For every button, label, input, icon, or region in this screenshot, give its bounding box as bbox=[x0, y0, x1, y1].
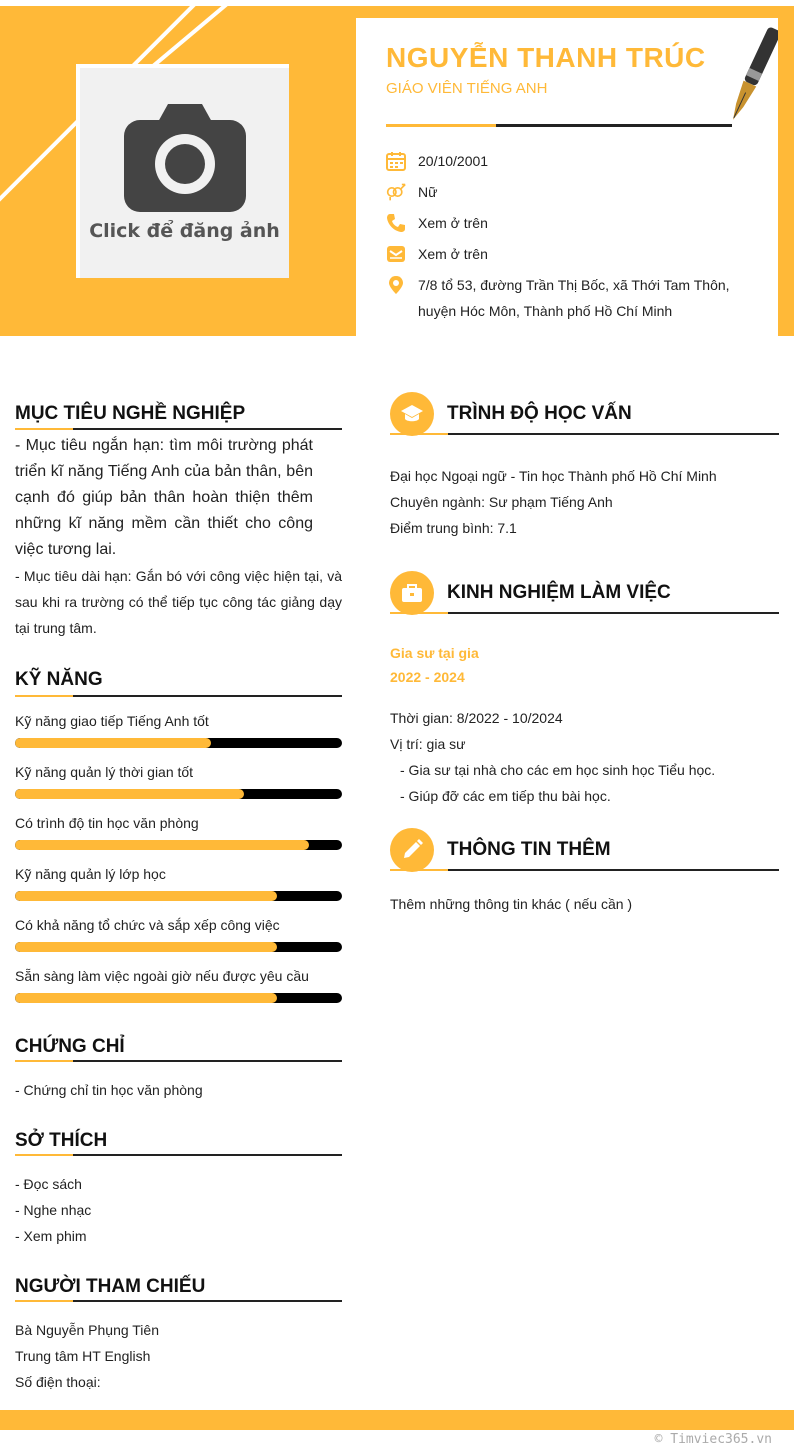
skill-label: Có khả năng tổ chức và sắp xếp công việc bbox=[15, 917, 280, 933]
skills-heading: KỸ NĂNG bbox=[15, 669, 103, 690]
reference-name: Bà Nguyễn Phụng Tiên bbox=[15, 1322, 159, 1338]
skill-bar-fill bbox=[15, 942, 277, 952]
hobbies-divider bbox=[15, 1154, 342, 1156]
personal-info-card bbox=[356, 18, 778, 338]
additional-text: Thêm những thông tin khác ( nếu cần ) bbox=[390, 896, 633, 912]
references-heading: NGƯỜI THAM CHIẾU bbox=[15, 1276, 206, 1297]
skill-label: Có trình độ tin học văn phòng bbox=[15, 815, 199, 831]
skill-bar-fill bbox=[15, 993, 277, 1003]
footer-bar bbox=[0, 1410, 794, 1430]
additional-badge bbox=[390, 828, 434, 872]
skill-bar bbox=[15, 789, 342, 799]
skill-label: Kỹ năng quản lý thời gian tốt bbox=[15, 764, 194, 780]
education-gpa: Điểm trung bình: 7.1 bbox=[390, 520, 517, 536]
address-row bbox=[386, 272, 730, 324]
skill-item bbox=[15, 864, 342, 884]
skill-bar-fill bbox=[15, 891, 277, 901]
fountain-pen-icon bbox=[726, 24, 778, 134]
additional-divider bbox=[390, 869, 779, 871]
skill-item bbox=[15, 966, 342, 986]
experience-details bbox=[390, 705, 715, 809]
photo-upload-label[interactable]: Click để đăng ảnh bbox=[89, 220, 280, 242]
skill-item bbox=[15, 762, 342, 782]
graduation-cap-icon bbox=[400, 402, 424, 426]
birthday-value: 20/10/2001 bbox=[418, 153, 489, 169]
briefcase-icon bbox=[400, 581, 424, 605]
education-badge bbox=[390, 392, 434, 436]
gender-icon bbox=[386, 182, 406, 202]
objective-heading: MỤC TIÊU NGHỀ NGHIỆP bbox=[15, 403, 246, 424]
skill-label: Sẵn sàng làm việc ngoài giờ nếu được yêu cầu bbox=[15, 968, 309, 984]
education-major: Chuyên ngành: Sư phạm Tiếng Anh bbox=[390, 494, 613, 510]
address-line-1: 7/8 tổ 53, đường Trần Thị Bốc, xã Thới Tam Thôn, bbox=[418, 277, 730, 293]
skill-bar bbox=[15, 840, 342, 850]
experience-divider bbox=[390, 612, 779, 614]
education-school: Đại học Ngoại ngữ - Tin học Thành phố Hồ Chí Minh bbox=[390, 468, 717, 484]
skill-bar bbox=[15, 891, 342, 901]
skill-bar bbox=[15, 993, 342, 1003]
gender-row bbox=[386, 179, 437, 205]
experience-badge bbox=[390, 571, 434, 615]
experience-position: Vị trí: gia sư bbox=[390, 736, 466, 752]
experience-job bbox=[390, 641, 479, 689]
skill-bar bbox=[15, 942, 342, 952]
hobby-item: - Xem phim bbox=[15, 1228, 87, 1244]
email-icon bbox=[386, 244, 406, 264]
skill-item bbox=[15, 711, 342, 731]
objective-divider bbox=[15, 428, 342, 430]
decor-stripe bbox=[150, 6, 244, 69]
birthday-row bbox=[386, 148, 488, 174]
phone-value: Xem ở trên bbox=[418, 215, 488, 231]
experience-time: Thời gian: 8/2022 - 10/2024 bbox=[390, 710, 563, 726]
skill-label: Kỹ năng giao tiếp Tiếng Anh tốt bbox=[15, 713, 209, 729]
reference-phone: Số điện thoại: bbox=[15, 1374, 101, 1390]
skill-bar bbox=[15, 738, 342, 748]
skills-divider bbox=[15, 695, 342, 697]
certificate-item: - Chứng chỉ tin học văn phòng bbox=[15, 1082, 203, 1098]
email-value: Xem ở trên bbox=[418, 246, 488, 262]
job-title: GIÁO VIÊN TIẾNG ANH bbox=[386, 80, 548, 97]
skill-bar-fill bbox=[15, 840, 309, 850]
education-list bbox=[390, 463, 717, 541]
calendar-icon bbox=[386, 151, 406, 171]
photo-upload-area[interactable] bbox=[80, 68, 289, 278]
hobbies-heading: SỞ THÍCH bbox=[15, 1130, 108, 1151]
experience-duty: - Gia sư tại nhà cho các em học sinh học Tiểu học. bbox=[400, 762, 716, 778]
objective-long-term: - Mục tiêu dài hạn: Gắn bó với công việc hiện tại, và sau khi ra trường có thể tiếp tục công tác giảng dạy tại trung tâm. bbox=[15, 568, 342, 636]
skill-bar-fill bbox=[15, 738, 211, 748]
certificates-divider bbox=[15, 1060, 342, 1062]
pencil-icon bbox=[400, 838, 424, 862]
email-row bbox=[386, 241, 488, 267]
experience-period: 2022 - 2024 bbox=[390, 669, 465, 685]
experience-job-title: Gia sư tại gia bbox=[390, 645, 479, 661]
gender-value: Nữ bbox=[418, 184, 438, 200]
reference-list bbox=[15, 1317, 159, 1395]
skill-bar-fill bbox=[15, 789, 244, 799]
phone-icon bbox=[386, 213, 406, 233]
address-line-2: huyện Hóc Môn, Thành phố Hồ Chí Minh bbox=[418, 303, 673, 319]
profile-photo[interactable] bbox=[76, 64, 289, 278]
copyright: © Timviec365.vn bbox=[654, 1432, 772, 1447]
hobby-item: - Nghe nhạc bbox=[15, 1202, 92, 1218]
camera-icon bbox=[122, 102, 248, 214]
education-divider bbox=[390, 433, 779, 435]
name-divider bbox=[386, 124, 732, 127]
references-divider bbox=[15, 1300, 342, 1302]
additional-heading: THÔNG TIN THÊM bbox=[447, 839, 611, 860]
experience-duty: - Giúp đỡ các em tiếp thu bài học. bbox=[400, 788, 611, 804]
hobby-item: - Đọc sách bbox=[15, 1176, 82, 1192]
skill-label: Kỹ năng quản lý lớp học bbox=[15, 866, 166, 882]
reference-company: Trung tâm HT English bbox=[15, 1348, 151, 1364]
skill-item bbox=[15, 813, 342, 833]
skill-item bbox=[15, 915, 342, 935]
objective-short-term: - Mục tiêu ngắn hạn: tìm môi trường phát triển kĩ năng Tiếng Anh của bản thân, bên cạnh đó giúp bản thân hoàn thiện thêm những kĩ năng mềm cần thiết cho công việc tương lai. bbox=[15, 437, 313, 558]
phone-row bbox=[386, 210, 488, 236]
experience-heading: KINH NGHIỆM LÀM VIỆC bbox=[447, 582, 671, 603]
education-heading: TRÌNH ĐỘ HỌC VẤN bbox=[447, 403, 632, 424]
hobby-list bbox=[15, 1171, 91, 1249]
full-name: NGUYỄN THANH TRÚC bbox=[386, 42, 706, 73]
location-pin-icon bbox=[386, 275, 406, 295]
certificates-heading: CHỨNG CHỈ bbox=[15, 1036, 125, 1057]
